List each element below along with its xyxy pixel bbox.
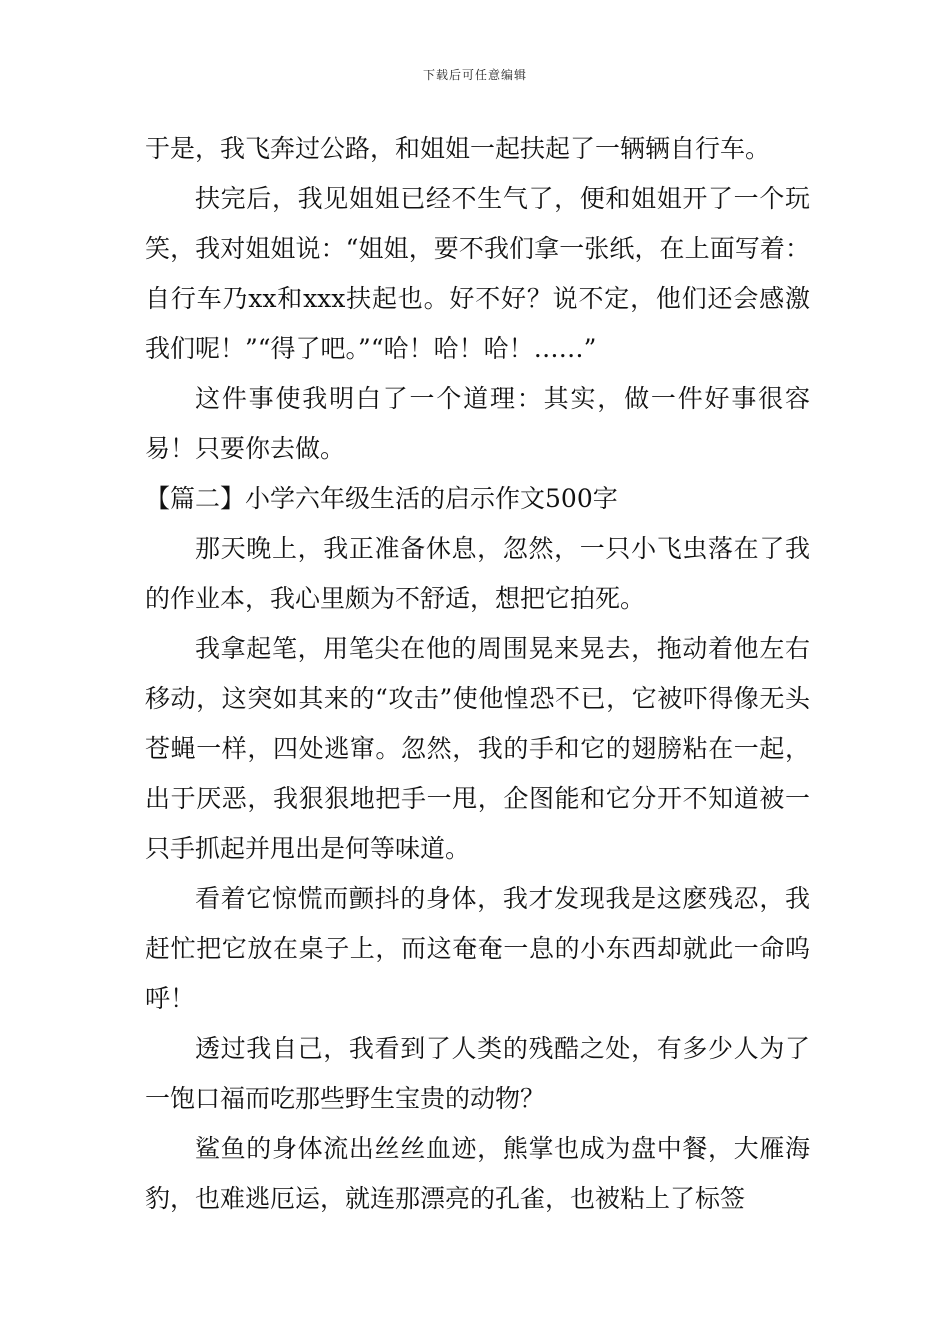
paragraph-5: 我拿起笔，用笔尖在他的周围晃来晃去，拖动着他左右移动，这突如其来的“攻击”使他惶恐不已，它被吓得像无头苍蝇一样，四处逃窜。忽然，我的手和它的翅膀粘在一起，出于厌恶，我狠狠地把手一甩，企图能和它分开不知道被一只手抓起并甩出是何等味道。: [145, 634, 810, 863]
paragraph-1: 于是，我飞奔过公路，和姐姐一起扶起了一辆辆自行车。: [145, 134, 771, 163]
section-heading: 【篇二】小学六年级生活的启示作文500字: [145, 484, 618, 513]
paragraph-3: 这件事使我明白了一个道理：其实，做一件好事很容易！只要你去做。: [145, 384, 810, 463]
paragraph-2: 扶完后，我见姐姐已经不生气了，便和姐姐开了一个玩笑，我对姐姐说：“姐姐，要不我们拿一张纸，在上面写着：自行车乃xx和xxx扶起也。好不好？说不定，他们还会感激我们呢！”“得了吧。”“哈！哈！哈！……”: [145, 184, 810, 363]
paragraph-4: 那天晚上，我正准备休息，忽然，一只小飞虫落在了我的作业本，我心里颇为不舒适，想把它拍死。: [145, 534, 810, 613]
page-header-note: 下载后可任意编辑: [422, 68, 527, 82]
paragraph-8: 鲨鱼的身体流出丝丝血迹，熊掌也成为盘中餐，大雁海豹，也难逃厄运，就连那漂亮的孔雀，也被粘上了标签: [145, 1134, 810, 1213]
paragraph-7: 透过我自己，我看到了人类的残酷之处，有多少人为了一饱口福而吃那些野生宝贵的动物？: [145, 1034, 810, 1113]
paragraph-6: 看着它惊慌而颤抖的身体，我才发现我是这麽残忍，我赶忙把它放在桌子上，而这奄奄一息的小东西却就此一命呜呼！: [145, 884, 810, 1013]
document-body: [145, 124, 810, 1224]
